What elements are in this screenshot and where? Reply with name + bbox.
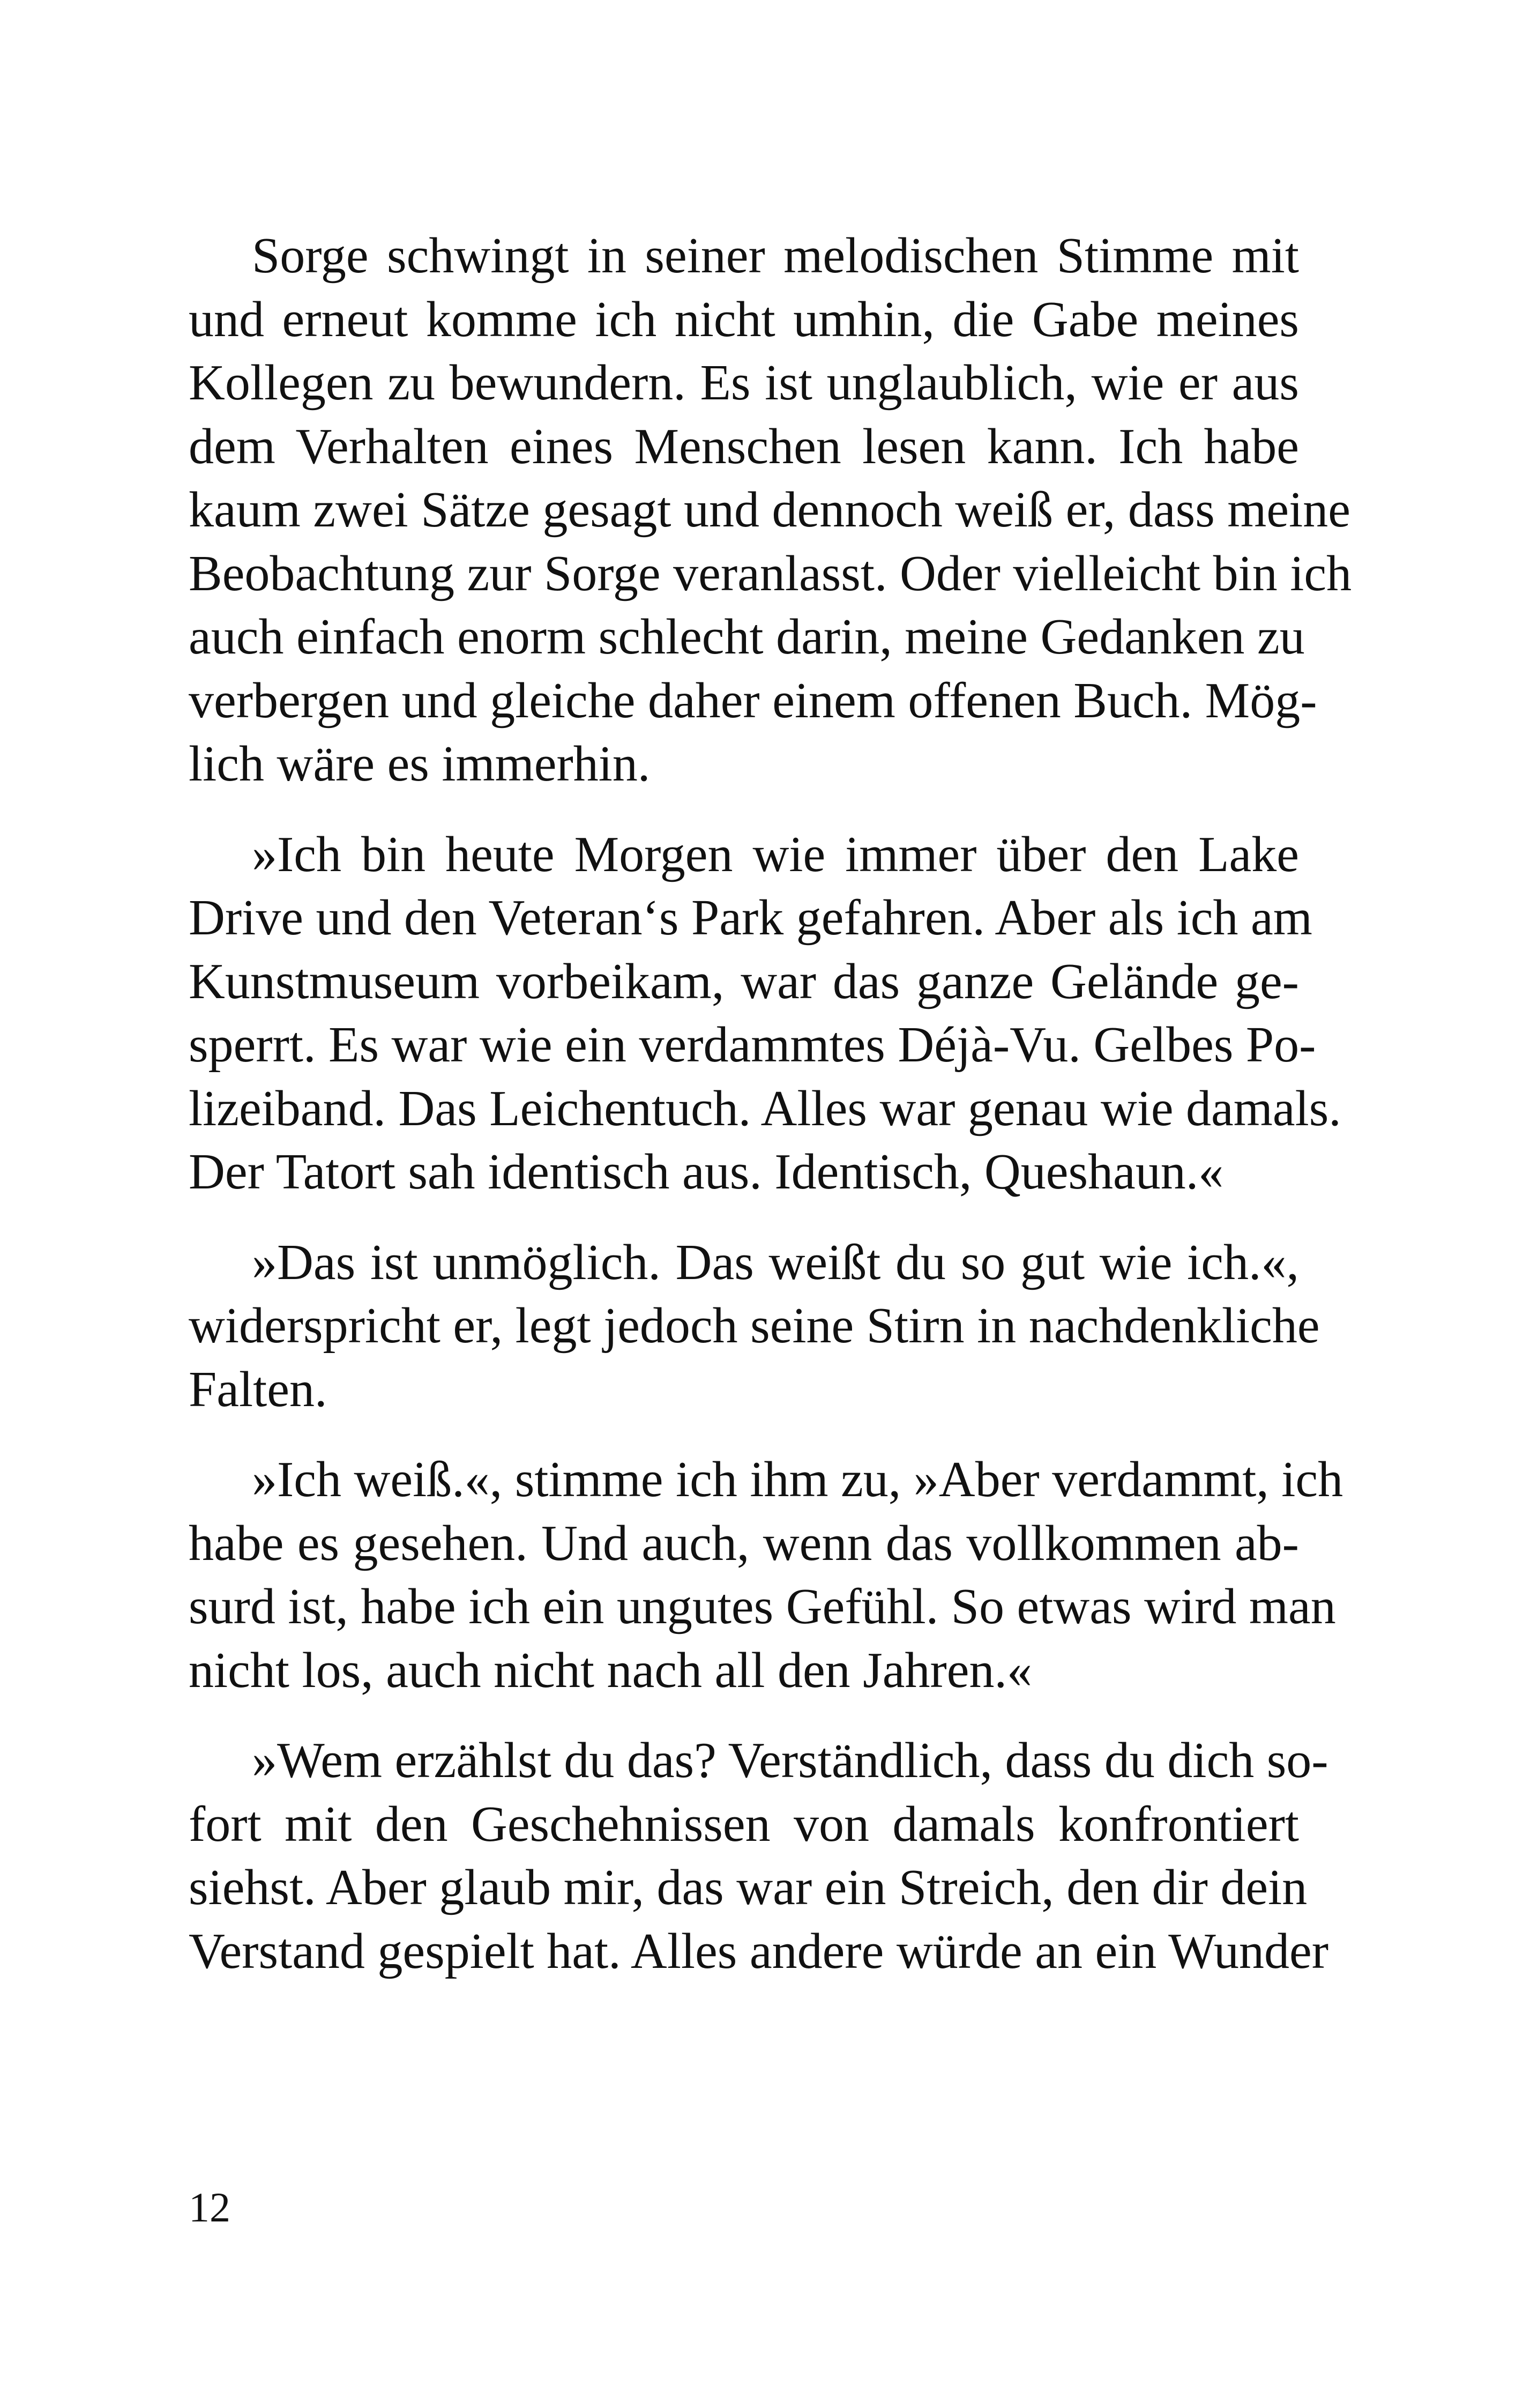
text-line: sperrt. Es war wie ein verdammtes Déjà-Vu. Gelbes Po-: [189, 1017, 1316, 1073]
text-line: surd ist, habe ich ein ungutes Gefühl. So etwas wird man: [189, 1579, 1336, 1634]
text-line: »Ich weiß.«, stimme ich ihm zu, »Aber verdammt, ich: [252, 1452, 1343, 1507]
text-line: siehst. Aber glaub mir, das war ein Streich, den dir dein: [189, 1860, 1308, 1915]
text-line: widerspricht er, legt jedoch seine Stirn in nachdenkliche: [189, 1298, 1320, 1354]
text-line: verbergen und gleiche daher einem offenen Buch. Mög-: [189, 672, 1317, 729]
text-line: kaum zwei Sätze gesagt und dennoch weiß er, dass meine: [189, 482, 1350, 538]
text-line: fort mit den Geschehnissen von damals konfrontiert: [189, 1796, 1299, 1852]
text-line: »Ich bin heute Morgen wie immer über den Lake: [252, 826, 1299, 882]
text-line: Der Tatort sah identisch aus. Identisch, Queshaun.«: [189, 1144, 1224, 1200]
text-line: Sorge schwingt in seiner melodischen Stimme mit: [252, 228, 1299, 284]
text-line: nicht los, auch nicht nach all den Jahren.«: [189, 1642, 1032, 1698]
text-line: habe es gesehen. Und auch, wenn das vollkommen ab-: [189, 1515, 1299, 1571]
paragraph: [189, 1729, 1329, 1983]
page-number: 12: [189, 2184, 230, 2231]
paragraph: [189, 1448, 1343, 1702]
text-line: Verstand gespielt hat. Alles andere würde an ein Wunder: [189, 1923, 1329, 1979]
text-line: dem Verhalten eines Menschen lesen kann. Ich habe: [189, 418, 1299, 474]
paragraph: [189, 224, 1352, 796]
text-line: und erneut komme ich nicht umhin, die Gabe meines: [189, 291, 1299, 347]
text-line: lizeiband. Das Leichentuch. Alles war genau wie damals.: [189, 1080, 1341, 1136]
text-line: lich wäre es immerhin.: [189, 736, 651, 792]
text-line: Kunstmuseum vorbeikam, war das ganze Gelände ge-: [189, 953, 1299, 1009]
text-line: Beobachtung zur Sorge veranlasst. Oder vielleicht bin ich: [189, 545, 1352, 601]
text-line: Kollegen zu bewundern. Es ist unglaublich, wie er aus: [189, 355, 1299, 411]
paragraph: [189, 1231, 1320, 1422]
text-line: Drive und den Veteran‘s Park gefahren. Aber als ich am: [189, 890, 1312, 946]
text-line: Falten.: [189, 1361, 327, 1417]
text-line: auch einfach enorm schlecht darin, meine Gedanken zu: [189, 609, 1305, 665]
paragraph: [189, 823, 1341, 1204]
text-line: »Das ist unmöglich. Das weißt du so gut wie ich.«,: [252, 1234, 1299, 1290]
body-text: [189, 224, 1352, 2010]
text-line: »Wem erzählst du das? Verständlich, dass du dich so-: [252, 1733, 1328, 1788]
